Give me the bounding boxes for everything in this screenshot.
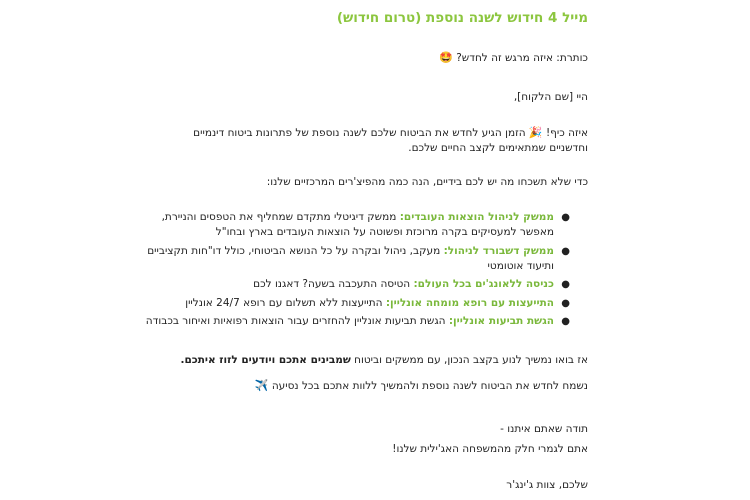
star-eyes-emoji-icon: 🤩: [439, 51, 453, 64]
airplane-icon: ✈️: [254, 379, 269, 392]
feature-text: מעקב, ניהול ובקרה על כל הנושא הביטוחי, כולל דו"חות תקציביים ותיעוד אוטומטי: [147, 244, 554, 272]
intro-paragraph: [168, 125, 588, 156]
party-popper-icon: 🎉: [528, 126, 543, 139]
continue-line: [181, 353, 589, 368]
feature-title: ממשק דשבורד לניהול:: [443, 244, 554, 257]
subject-text: כותרת: איזה מרגש זה לחדש?: [456, 52, 588, 64]
list-item: [134, 296, 570, 311]
continue-bold: שמבינים אתכם ויודעים לזוז איתכם.: [180, 354, 351, 366]
feature-title: ממשק לניהול הוצאות העובדים:: [399, 211, 554, 223]
feature-text: הגשת תביעות אונליין להחזרים עבור הוצאות רפואיות ואיחור בכבודה: [145, 315, 446, 327]
bullet-icon: ●: [561, 245, 570, 257]
features-intro: כדי שלא תשכחו מה יש לכם בידיים, הנה כמה מהפיצ'רים המרכזיים שלנו:: [266, 176, 588, 188]
document-title: מייל 4 חידוש לשנה נוספת (טרום חידוש): [336, 10, 588, 26]
bullet-icon: ●: [561, 316, 570, 327]
bullet-icon: ●: [561, 279, 570, 290]
feature-text: ממשק דיגיטלי מתקדם שמחליף את הטפסים והניירת, מאפשר למעסיקים בקרה מרוכזת ופשוטה על הוצאות העובדים בארץ ובחו"ל: [161, 211, 554, 238]
family-line: אתם לגמרי חלק מהמשפחה האג'ילית שלנו!: [392, 443, 588, 455]
feature-title: כניסה ללאונג'ים בכל העולם:: [413, 278, 554, 290]
list-item: [134, 244, 570, 274]
list-item: [134, 277, 570, 292]
feature-text: הטיסה התעכבה בשעה? דאגנו לכם: [253, 278, 411, 290]
signoff: שלכם, צוות ג'ינג'ר: [506, 479, 588, 491]
bullet-icon: ●: [561, 212, 570, 223]
subject-line: [439, 50, 588, 66]
feature-title: הגשת תביעות אונליין:: [448, 315, 554, 327]
happy-line: [255, 378, 588, 394]
feature-text: התייעצות ללא תשלום עם רופא 24/7 אונליין: [185, 296, 383, 309]
list-item: [134, 210, 570, 240]
intro-body: הזמן הגיע לחדש את הביטוח שלכם לשנה נוספת של פתרונות ביטוח דינמיים וחדשניים שמתאימים לקצב החיים שלכם.: [193, 127, 588, 154]
greeting: היי [שם הלקוח],: [513, 91, 588, 103]
features-list: [134, 210, 570, 333]
thanks-line: תודה שאתם איתנו -: [500, 423, 588, 435]
list-item: [134, 314, 570, 329]
happy-text: נשמח לחדש את הביטוח לשנה נוספת ולהמשיך ללוות אתכם בכל נסיעה: [271, 380, 588, 392]
continue-text: אז בואו נמשיך לנוע בקצב הנכון, עם ממשקים וביטוח: [350, 354, 588, 366]
intro-exclaim: איזה כיף!: [545, 127, 588, 139]
feature-title: התייעצות עם רופא מומחה אונליין:: [385, 296, 554, 309]
bullet-icon: ●: [561, 297, 570, 309]
